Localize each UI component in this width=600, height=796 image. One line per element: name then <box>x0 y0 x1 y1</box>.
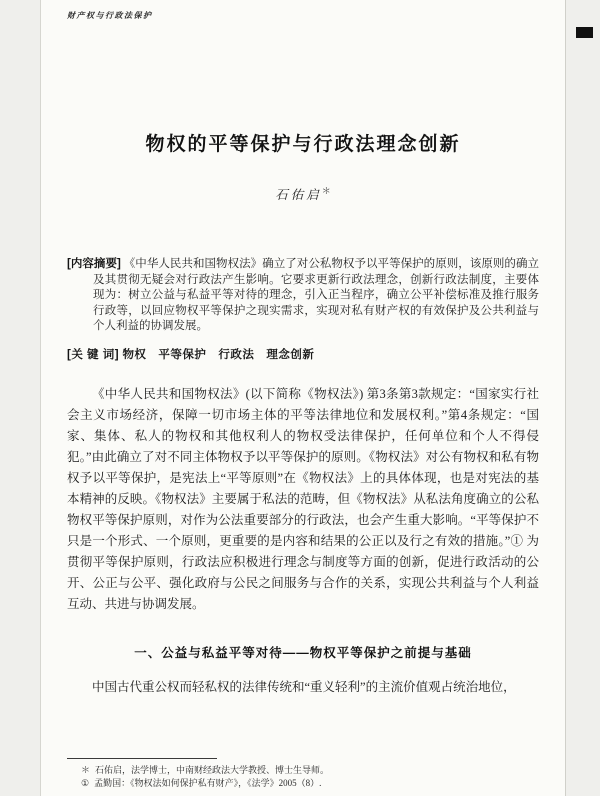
keywords-text: 物权 平等保护 行政法 理念创新 <box>122 348 315 361</box>
body-paragraph: 《中华人民共和国物权法》(以下简称《物权法》) 第3条第3款规定：“国家实行社会主义市场经济，保障一切市场主体的平等法律地位和发展权利。”第4条规定：“国家、集体、私人的物权和其他权利人的物权受法律保护，任何单位和个人不得侵犯。”由此确立了对不同主体物权予以平等保护的原则。《物权法》对公有物权和私有物权予以平等保护，是宪法上“平等原则”在《物权法》上的具体体现，也是对宪法的基本精神的反映。《物权法》主要属于私法的范畴，但《物权法》从私法角度确立的公私物权平等保护原则，对作为公法重要部分的行政法，也会产生重大影响。“平等保护不只是一个形式、一个原则，更重要的是内容和结果的公正以及行之有效的措施。”① 为贯彻平等保护原则，行政法应积极进行理念与制度等方面的创新，促进行政活动的公开、公正与公平、强化政府与公民之间服务与合作的关系，实现公共利益与个人利益互动、共进与协调发展。 <box>67 386 539 611</box>
footnote-author <box>67 764 539 777</box>
footnote-text: 孟勤国：《物权法如何保护私有财产》，《法学》2005（8）. <box>94 778 322 788</box>
scan-registration-mark <box>576 27 593 38</box>
footnote-citation <box>67 777 539 790</box>
body-paragraph-after-heading: 中国古代重公权而轻私权的法律传统和“重义轻利”的主流价值观占统治地位， <box>92 679 516 694</box>
section-heading: 一、公益与私益平等对待——物权平等保护之前提与基础 <box>134 645 472 660</box>
keywords-block <box>67 346 539 362</box>
footnote-text: 石佑启，法学博士，中南财经政法大学教授、博士生导师。 <box>95 765 330 775</box>
footnote-marker: ① <box>81 778 90 788</box>
author-line <box>67 184 539 203</box>
running-header: 财产权与行政法保护 <box>67 11 153 20</box>
author-name: 石佑启 <box>275 188 322 203</box>
footnote-marker: ＊ <box>81 765 91 775</box>
abstract-label: [内容摘要] <box>67 258 121 271</box>
abstract-block <box>67 257 539 335</box>
author-footnote-mark: ＊ <box>321 186 331 196</box>
footnotes-block <box>67 758 539 790</box>
paper-sheet <box>40 0 566 796</box>
article-title: 物权的平等保护与行政法理念创新 <box>145 134 461 155</box>
keywords-label: [关 键 词] <box>67 348 120 361</box>
abstract-text: 《中华人民共和国物权法》确立了对公私物权予以平等保护的原则，该原则的确立及其贯彻无疑会对行政法产生影响。它要求更新行政法理念，创新行政法制度，主要体现为：树立公益与私益平等对待的理念，引入正当程序，确立公平补偿标准及推行服务行政等，以回应物权平等保护之现实需求，实现对私有财产权的有效保护及公共利益与个人利益的协调发展。 <box>93 258 540 333</box>
footnote-divider <box>67 758 217 759</box>
